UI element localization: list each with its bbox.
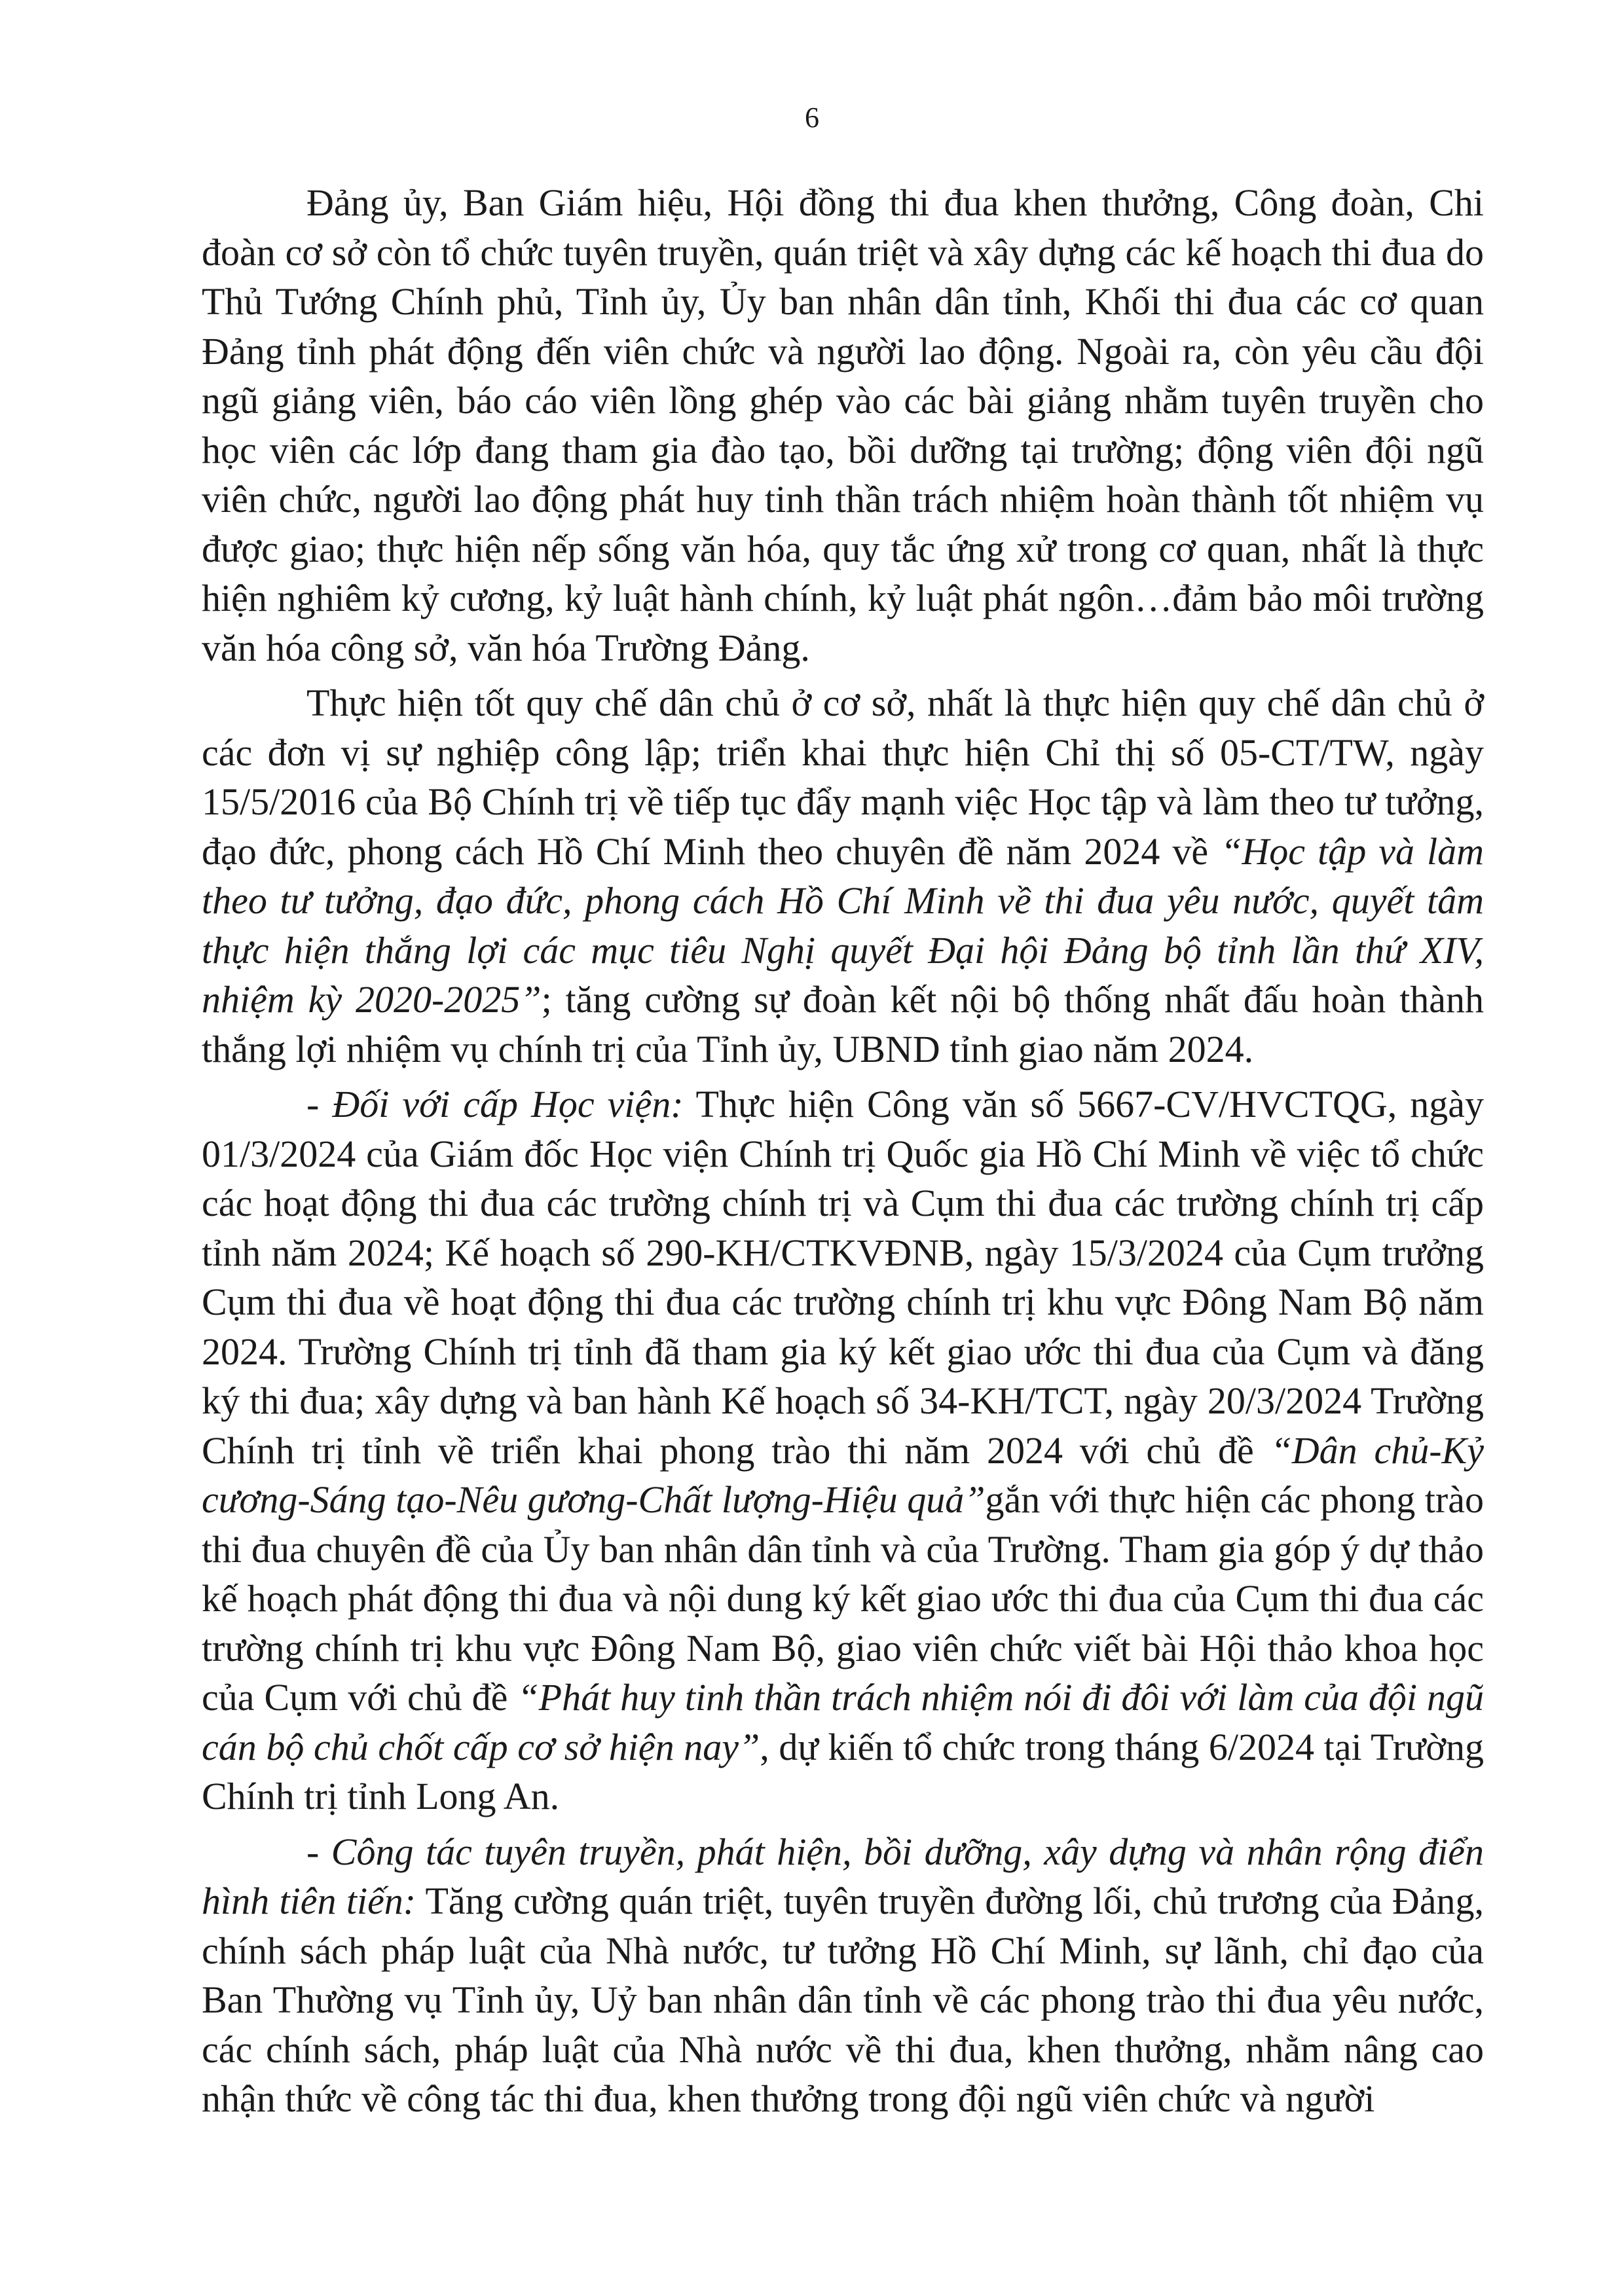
text-segment: ; tăng cường sự đoàn kết nội bộ thống nhất đấu hoàn thành thắng lợi nhiệm vụ chính trị của Tỉnh ủy, UBND tỉnh giao năm 2024.: [202, 978, 1484, 1070]
italic-quote-workshop-topic: “Phát huy tinh thần trách nhiệm nói đi đôi với làm của đội ngũ cán bộ chủ chốt cấp cơ sở hiện nay”: [202, 1676, 1484, 1768]
text-segment: Đảng ủy, Ban Giám hiệu, Hội đồng thi đua khen thưởng, Công đoàn, Chi đoàn cơ sở còn tổ chức tuyên truyền, quán triệt và xây dựng các kế hoạch thi đua do Thủ Tướng Chính phủ, Tỉnh ủy, Ủy ban nhân dân tỉnh, Khối thi đua các cơ quan Đảng tỉnh phát động đến viên chức và người lao động. Ngoài ra, còn yêu cầu đội ngũ giảng viên, báo cáo viên lồng ghép vào các bài giảng nhằm tuyên truyền cho học viên các lớp đang tham gia đào tạo, bồi dưỡng tại trường; động viên đội ngũ viên chức, người lao động phát huy tinh thần trách nhiệm hoàn thành tốt nhiệm vụ được giao; thực hiện nếp sống văn hóa, quy tắc ứng xử trong cơ quan, nhất là thực hiện nghiêm kỷ cương, kỷ luật hành chính, kỷ luật phát ngôn…đảm bảo môi trường văn hóa công sở, văn hóa Trường Đảng.: [202, 181, 1484, 669]
page-number: 6: [805, 101, 819, 134]
text-segment: Tăng cường quán triệt, tuyên truyền đường lối, chủ trương của Đảng, chính sách pháp luật của Nhà nước, tư tưởng Hồ Chí Minh, sự lãnh, chỉ đạo của Ban Thường vụ Tỉnh ủy, Uỷ ban nhân dân tỉnh về các phong trào thi đua yêu nước, các chính sách, pháp luật của Nhà nước về thi đua, khen thưởng, nhằm nâng cao nhận thức về công tác thi đua, khen thưởng trong đội ngũ viên chức và người: [202, 1880, 1484, 2120]
paragraph-propaganda-work: [202, 1827, 1484, 2124]
text-segment: Thực hiện Công văn số 5667-CV/HVCTQG, ngày 01/3/2024 của Giám đốc Học viện Chính trị Quốc gia Hồ Chí Minh về việc tổ chức các hoạt động thi đua các trường chính trị và Cụm thi đua các trường chính trị cấp tỉnh năm 2024; Kế hoạch số 290-KH/CTKVĐNB, ngày 15/3/2024 của Cụm trưởng Cụm thi đua về hoạt động thi đua các trường chính trị khu vực Đông Nam Bộ năm 2024. Trường Chính trị tỉnh đã tham gia ký kết giao ước thi đua của Cụm và đăng ký thi đua; xây dựng và ban hành Kế hoạch số 34-KH/TCT, ngày 20/3/2024 Trường Chính trị tỉnh về triển khai phong trào thi năm 2024 với chủ đề: [202, 1083, 1484, 1472]
document-body: [202, 178, 1484, 2124]
italic-quote-theme: “Học tập và làm theo tư tưởng, đạo đức, phong cách Hồ Chí Minh về thi đua yêu nước, quyết tâm thực hiện thắng lợi các mục tiêu Nghị quyết Đại hội Đảng bộ tỉnh lần thứ XIV, nhiệm kỳ 2020-2025”: [202, 829, 1484, 1021]
italic-lead-academy: - Đối với cấp Học viện:: [306, 1083, 684, 1125]
paragraph-academy-level: [202, 1080, 1484, 1821]
text-segment: , dự kiến tổ chức trong tháng 6/2024 tại Trường Chính trị tỉnh Long An.: [202, 1725, 1484, 1817]
paragraph-party-committee: [202, 178, 1484, 672]
italic-quote-motto: “Dân chủ-Kỷ cương-Sáng tạo-Nêu gương-Chất lượng-Hiệu quả”: [202, 1429, 1484, 1521]
paragraph-democracy-regulation: [202, 678, 1484, 1074]
text-segment: Thực hiện tốt quy chế dân chủ ở cơ sở, nhất là thực hiện quy chế dân chủ ở các đơn vị sự nghiệp công lập; triển khai thực hiện Chỉ thị số 05-CT/TW, ngày 15/5/2016 của Bộ Chính trị về tiếp tục đẩy mạnh việc Học tập và làm theo tư tưởng, đạo đức, phong cách Hồ Chí Minh theo chuyên đề năm 2024 về: [202, 682, 1484, 873]
italic-lead-propaganda: - Công tác tuyên truyền, phát hiện, bồi dưỡng, xây dựng và nhân rộng điển hình tiên tiến:: [202, 1830, 1484, 1922]
text-segment: gắn với thực hiện các phong trào thi đua chuyên đề của Ủy ban nhân dân tỉnh và của Trường. Tham gia góp ý dự thảo kế hoạch phát động thi đua và nội dung ký kết giao ước thi đua của Cụm thi đua các trường chính trị khu vực Đông Nam Bộ, giao viên chức viết bài Hội thảo khoa học của Cụm với chủ đề: [202, 1478, 1484, 1719]
